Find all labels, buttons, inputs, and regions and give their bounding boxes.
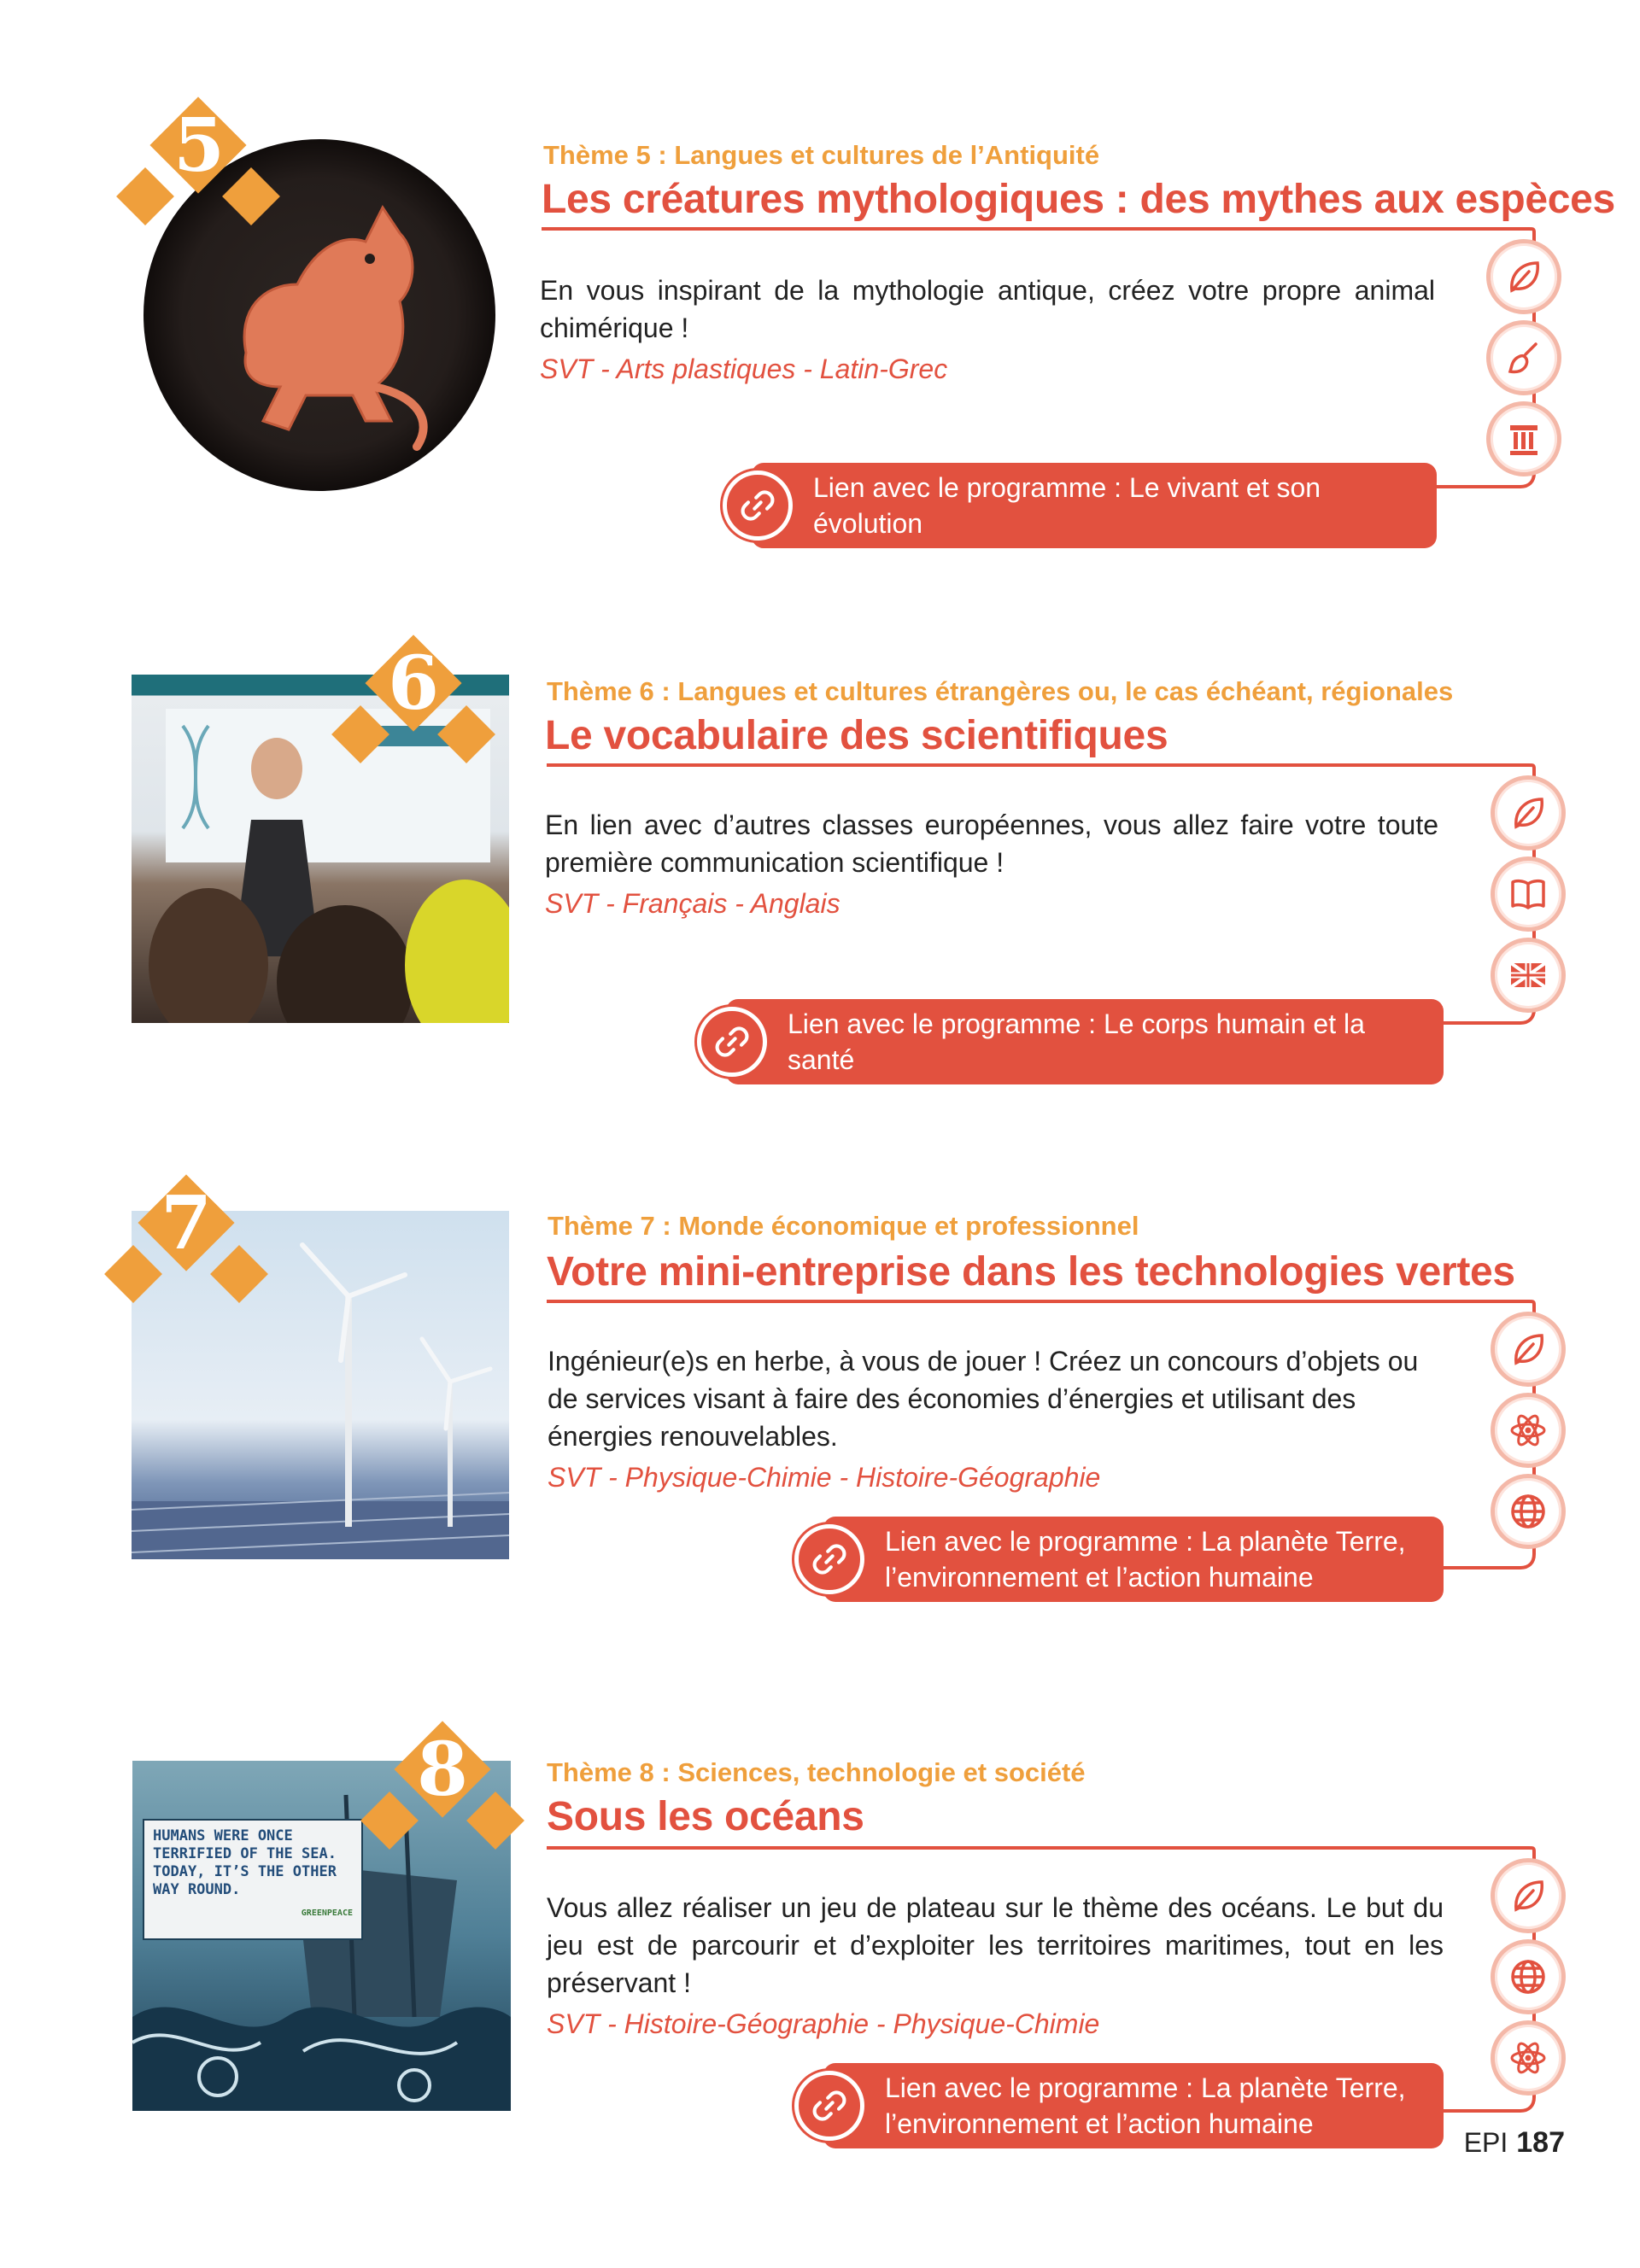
brush-icon	[1486, 320, 1561, 395]
program-link-text-line1: Lien avec le programme : La planète Terre,	[885, 2072, 1406, 2103]
theme-label: Thème 6 : Langues et cultures étrangères ou, le cas échéant, régionales	[547, 676, 1454, 706]
epi-section-7	[0, 1076, 1640, 1622]
atom-icon	[1491, 2020, 1566, 2096]
link-icon	[723, 471, 793, 541]
section-number: 8	[417, 1727, 468, 1813]
poster-text-box	[143, 1819, 363, 1940]
theme-label: Thème 5 : Langues et cultures de l’Antiquité	[543, 140, 1100, 170]
program-link-text: Lien avec le programme : Le vivant et son évolution	[813, 472, 1321, 539]
section-title: Sous les océans	[547, 1794, 864, 1839]
section-number: 5	[173, 102, 225, 189]
discipline-icons	[1486, 239, 1563, 478]
program-link-pill[interactable]	[726, 999, 1444, 1084]
section-description: Ingénieur(e)s en herbe, à vous de jouer ! Créez un concours d’objets ou de services visant à faire des économies d’énergies et utilisant des énergies renouvelables.	[548, 1346, 1419, 1452]
poster-line: TODAY, IT’S THE OTHER	[153, 1863, 337, 1880]
globe-icon	[1491, 1474, 1566, 1549]
leaf-icon	[1486, 239, 1561, 314]
program-link-text: Lien avec le programme : Le corps humain et la santé	[788, 1008, 1365, 1075]
poster-line: TERRIFIED OF THE SEA.	[153, 1845, 337, 1862]
section-title: Les créatures mythologiques : des mythes aux espèces	[542, 177, 1615, 222]
book-icon	[1491, 856, 1566, 932]
link-icon	[697, 1007, 767, 1077]
section-description: En lien avec d’autres classes européennes, vous allez faire votre toute première communication scientifique !	[545, 810, 1438, 878]
program-link-text-line2: l’environnement et l’action humaine	[885, 2108, 1314, 2139]
program-link-pill[interactable]	[823, 1517, 1444, 1602]
leaf-icon	[1491, 1312, 1566, 1387]
link-icon	[794, 1524, 864, 1594]
disciplines: SVT - Physique-Chimie - Histoire-Géographie	[548, 1462, 1101, 1493]
page-number: 187	[1516, 2126, 1565, 2159]
page-footer	[1464, 2126, 1565, 2160]
atom-icon	[1491, 1393, 1566, 1468]
disciplines: SVT - Arts plastiques - Latin-Grec	[540, 354, 948, 384]
theme-label: Thème 7 : Monde économique et professionnel	[548, 1211, 1139, 1241]
program-link-text-line1: Lien avec le programme : La planète Terre,	[885, 1526, 1406, 1557]
epi-section-6	[0, 547, 1640, 1076]
program-link-pill[interactable]	[752, 463, 1437, 548]
program-link-text-line2: l’environnement et l’action humaine	[885, 1562, 1314, 1593]
epi-section-5	[0, 0, 1640, 547]
poster-line: HUMANS WERE ONCE	[153, 1827, 293, 1844]
section-title: Votre mini-entreprise dans les technologies vertes	[547, 1249, 1515, 1295]
globe-icon	[1491, 1939, 1566, 2014]
discipline-icons	[1491, 1858, 1567, 2097]
disciplines: SVT - Français - Anglais	[545, 888, 840, 919]
section-number: 7	[161, 1180, 212, 1266]
discipline-icons	[1491, 1312, 1567, 1551]
column-icon	[1486, 401, 1561, 476]
section-description: Vous allez réaliser un jeu de plateau sur le thème des océans. Le but du jeu est de parcourir et d’exploiter les territoires maritimes, tout en les préservant !	[547, 1892, 1444, 1998]
leaf-icon	[1491, 1858, 1566, 1933]
epi-section-8	[0, 1622, 1640, 2139]
poster-brand: GREENPEACE	[301, 1909, 353, 1918]
footer-label: EPI	[1463, 2127, 1508, 2158]
program-link-pill[interactable]	[823, 2063, 1444, 2148]
section-description: En vous inspirant de la mythologie antique, créez votre propre animal chimérique !	[540, 275, 1435, 343]
theme-label: Thème 8 : Sciences, technologie et société	[547, 1757, 1086, 1787]
section-title: Le vocabulaire des scientifiques	[545, 713, 1168, 758]
link-icon	[794, 2071, 864, 2141]
disciplines: SVT - Histoire-Géographie - Physique-Chimie	[547, 2008, 1100, 2039]
uk-flag-icon	[1491, 938, 1566, 1013]
section-number: 6	[388, 640, 439, 727]
discipline-icons	[1491, 775, 1567, 1014]
leaf-icon	[1491, 775, 1566, 850]
poster-line: WAY ROUND.	[153, 1881, 241, 1898]
